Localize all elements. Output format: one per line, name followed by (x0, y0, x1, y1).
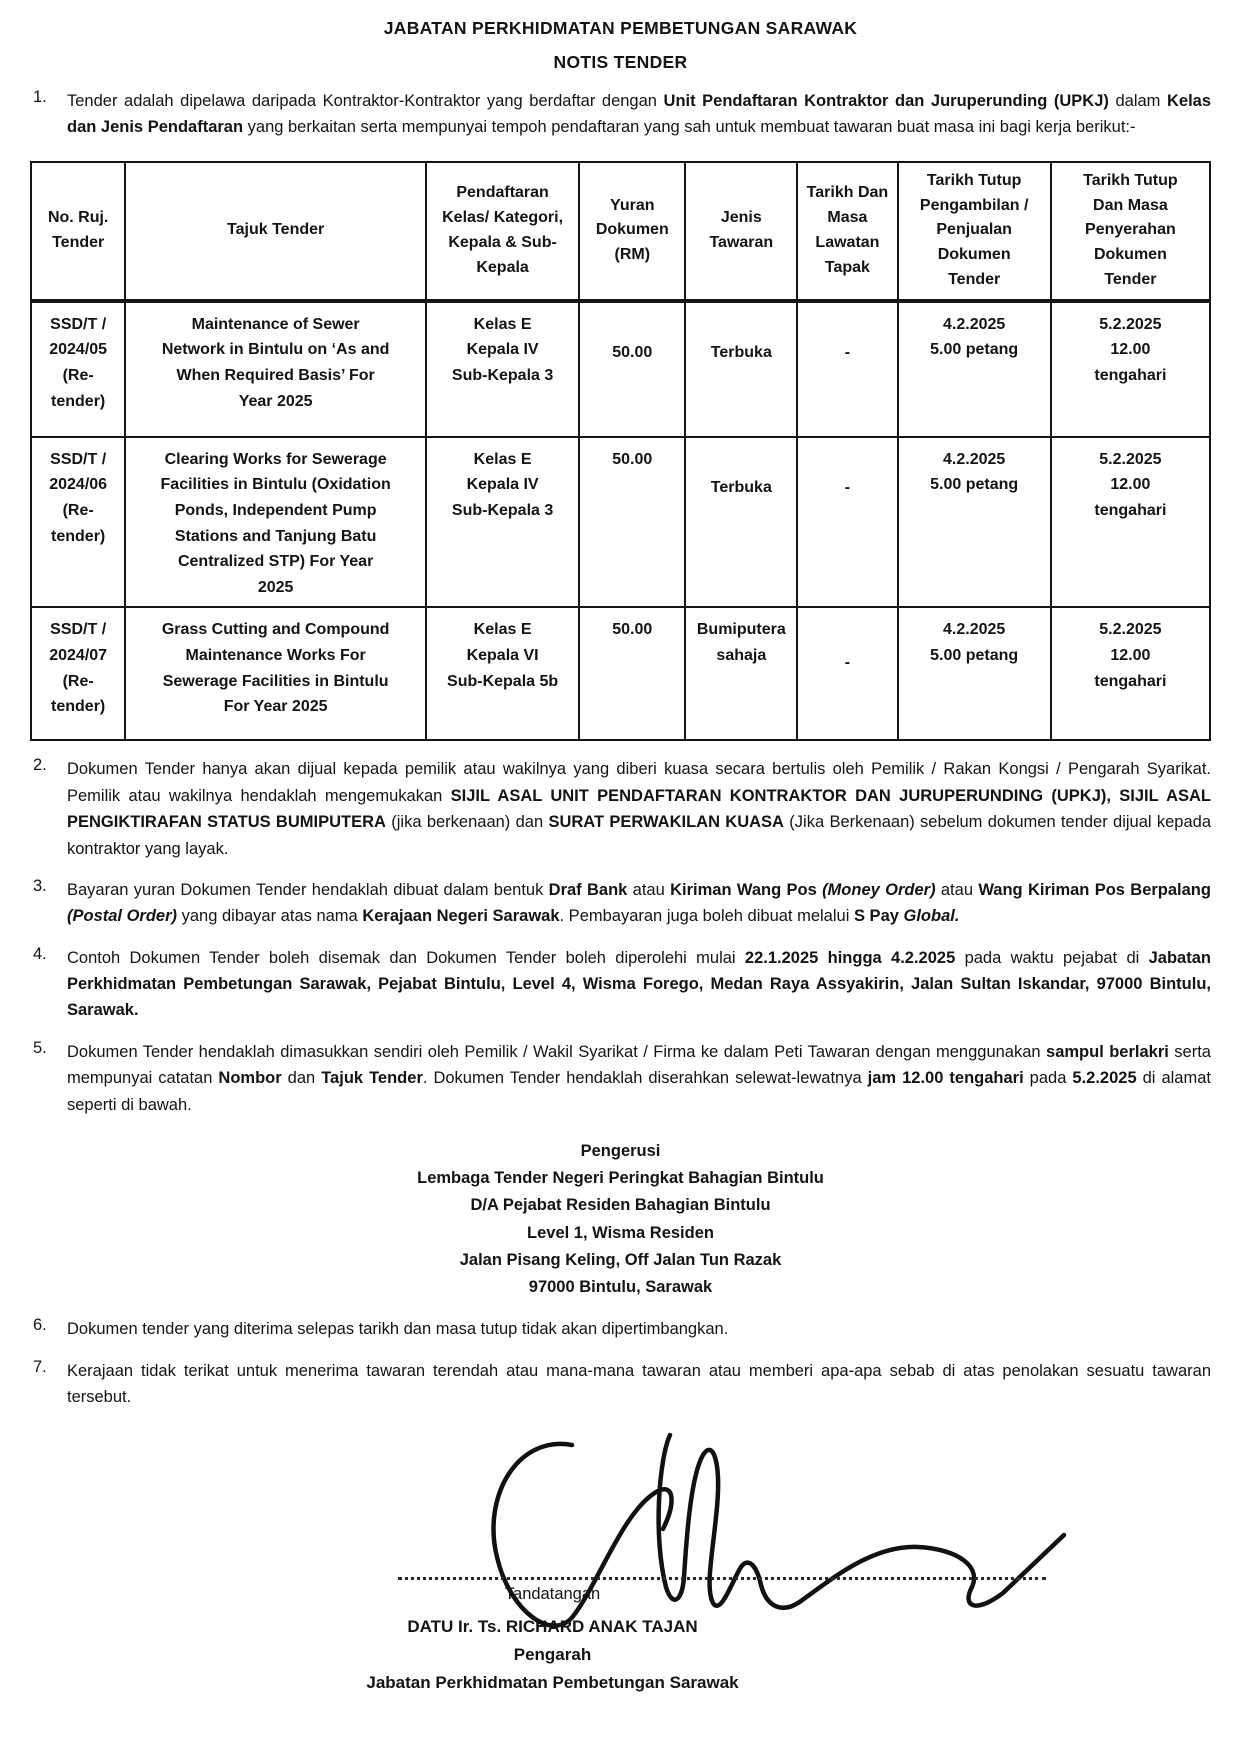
tender-cell-no: SSD/T / 2024/06 (Re- tender) (31, 437, 125, 608)
tender-cell-pendaftaran: Kelas E Kepala VI Sub-Kepala 5b (426, 607, 579, 740)
paragraph-text: Dokumen Tender hanya akan dijual kepada pemilik atau wakilnya yang diberi kuasa secara bertulis oleh Pemilik / Rakan Kongsi / Pengarah Syarikat. Pemilik atau wakilnya hendaklah mengemukakan SIJIL ASAL UNIT PENDAFTARAN KONTRAKTOR DAN JURUPERUNDING (UPKJ), SIJIL ASAL PENGIKTIRAFAN STATUS BUMIPUTERA (jika berkenaan) dan SURAT PERWAKILAN KUASA (Jika Berkenaan) sebelum dokumen tender dijual kepada kontraktor yang layak. (67, 760, 1211, 858)
tender-cell-yuran: 50.00 (579, 437, 685, 608)
address-line: Lembaga Tender Negeri Peringkat Bahagian Bintulu (417, 1169, 824, 1188)
tender-cell-penyerahan: 5.2.2025 12.00 tengahari (1051, 607, 1210, 740)
tender-cell-pengambilan: 4.2.2025 5.00 petang (898, 437, 1051, 608)
paragraph-number: 4. (33, 944, 47, 963)
document-title: JABATAN PERKHIDMATAN PEMBETUNGAN SARAWAK (383, 18, 858, 38)
paragraph-number: 3. (33, 876, 47, 895)
signatory-organization: Jabatan Perkhidmatan Pembetungan Sarawak (366, 1672, 739, 1692)
paragraph-4 (30, 945, 1211, 1024)
paragraph-number: 1. (33, 88, 47, 106)
tender-cell-tajuk: Maintenance of Sewer Network in Bintulu on ‘As and When Required Basis’ For Year 2025 (125, 301, 426, 437)
paragraph-text: Kerajaan tidak terikat untuk menerima tawaran terendah atau mana-mana tawaran atau memberi apa-apa sebab di atas penolakan sesuatu tawaran tersebut. (67, 1361, 1211, 1407)
tender-cell-no: SSD/T / 2024/07 (Re- tender) (31, 607, 125, 740)
signature-area (30, 1429, 1211, 1692)
paragraph-text: Bayaran yuran Dokumen Tender hendaklah dibuat dalam bentuk Draf Bank atau Kiriman Wang Pos (Money Order) atau Wang Kiriman Pos Berpalang (Postal Order) yang dibayar atas nama Kerajaan Negeri Sarawak. Pembayaran juga boleh dibuat melalui S Pay Global. (67, 880, 1211, 926)
signature-caption: Tandatangan (504, 1584, 601, 1603)
signatory-role: Pengarah (513, 1644, 592, 1664)
column-header: No. Ruj. Tender (31, 162, 125, 301)
paragraph-1 (30, 88, 1211, 141)
tender-cell-lawatan: - (797, 437, 897, 608)
paragraph-text: Tender adalah dipelawa daripada Kontraktor-Kontraktor yang berdaftar dengan Unit Pendaftaran Kontraktor dan Juruperunding (UPKJ) dalam Kelas dan Jenis Pendaftaran yang berkaitan serta mempunyai tempoh pendaftaran yang sah untuk membuat tawaran buat masa ini bagi kerja berikut:- (67, 92, 1212, 137)
tender-cell-penyerahan: 5.2.2025 12.00 tengahari (1051, 301, 1210, 437)
tender-cell-tajuk: Grass Cutting and Compound Maintenance Works For Sewerage Facilities in Bintulu For Year 2025 (125, 607, 426, 740)
tender-cell-jenis: Bumiputera sahaja (685, 607, 797, 740)
address-line: Level 1, Wisma Residen (527, 1223, 714, 1242)
column-header: Pendaftaran Kelas/ Kategori, Kepala & Sub- Kepala (426, 162, 579, 301)
address-line: D/A Pejabat Residen Bahagian Bintulu (470, 1196, 771, 1215)
paragraph-5 (30, 1039, 1211, 1118)
document-subtitle: NOTIS TENDER (553, 52, 688, 72)
tender-cell-no: SSD/T / 2024/05 (Re- tender) (31, 301, 125, 437)
signatory-block (0, 1613, 1143, 1697)
column-header: Tarikh Tutup Dan Masa Penyerahan Dokumen Tender (1051, 162, 1210, 301)
tender-table (30, 161, 1211, 742)
tender-cell-jenis: Terbuka (685, 437, 797, 608)
address-line: Jalan Pisang Keling, Off Jalan Tun Razak (459, 1250, 782, 1269)
paragraph-7 (30, 1358, 1211, 1411)
address-line: 97000 Bintulu, Sarawak (528, 1278, 713, 1297)
paragraph-number: 5. (33, 1038, 47, 1057)
signatory-name: DATU Ir. Ts. RICHARD ANAK TAJAN (407, 1616, 698, 1636)
signature-dotted-line (398, 1577, 1046, 1580)
paragraph-2 (30, 756, 1211, 862)
tender-cell-lawatan: - (797, 301, 897, 437)
address-line: Pengerusi (580, 1142, 661, 1161)
paragraph-text: Contoh Dokumen Tender boleh disemak dan Dokumen Tender boleh diperolehi mulai 22.1.2025 hingga 4.2.2025 pada waktu pejabat di Jabatan Perkhidmatan Pembetungan Sarawak, Pejabat Bintulu, Level 4, Wisma Forego, Medan Raya Assyakirin, Jalan Sultan Iskandar, 97000 Bintulu, Sarawak. (67, 948, 1211, 1020)
paragraph-text: Dokumen Tender hendaklah dimasukkan sendiri oleh Pemilik / Wakil Syarikat / Firma ke dalam Peti Tawaran dengan menggunakan sampul berlakri serta mempunyai catatan Nombor dan Tajuk Tender. Dokumen Tender hendaklah diserahkan selewat-lewatnya jam 12.00 tengahari pada 5.2.2025 di alamat seperti di bawah. (67, 1042, 1211, 1114)
paragraph-number: 2. (33, 756, 47, 775)
tender-cell-pendaftaran: Kelas E Kepala IV Sub-Kepala 3 (426, 437, 579, 608)
tender-cell-yuran: 50.00 (579, 607, 685, 740)
column-header: Jenis Tawaran (685, 162, 797, 301)
tender-cell-pengambilan: 4.2.2025 5.00 petang (898, 607, 1051, 740)
paragraph-3 (30, 877, 1211, 930)
tender-table-header-row (31, 162, 1210, 301)
paragraph-6 (30, 1316, 1211, 1342)
paragraph-text: Dokumen tender yang diterima selepas tarikh dan masa tutup tidak akan dipertimbangkan. (67, 1320, 729, 1339)
tender-row (31, 607, 1210, 740)
tender-cell-penyerahan: 5.2.2025 12.00 tengahari (1051, 437, 1210, 608)
column-header: Tajuk Tender (125, 162, 426, 301)
paragraph-number: 6. (33, 1316, 47, 1335)
tender-cell-pendaftaran: Kelas E Kepala IV Sub-Kepala 3 (426, 301, 579, 437)
column-header: Tarikh Dan Masa Lawatan Tapak (797, 162, 897, 301)
tender-cell-yuran: 50.00 (579, 301, 685, 437)
column-header: Tarikh Tutup Pengambilan / Penjualan Dokumen Tender (898, 162, 1051, 301)
tender-row (31, 301, 1210, 437)
tender-cell-pengambilan: 4.2.2025 5.00 petang (898, 301, 1051, 437)
submission-address-block (30, 1138, 1211, 1301)
tender-row (31, 437, 1210, 608)
tender-cell-jenis: Terbuka (685, 301, 797, 437)
tender-cell-lawatan: - (797, 607, 897, 740)
tender-cell-tajuk: Clearing Works for Sewerage Facilities in Bintulu (Oxidation Ponds, Independent Pump Stations and Tanjung Batu Centralized STP) For Year 2025 (125, 437, 426, 608)
paragraph-number: 7. (33, 1357, 47, 1376)
column-header: Yuran Dokumen (RM) (579, 162, 685, 301)
